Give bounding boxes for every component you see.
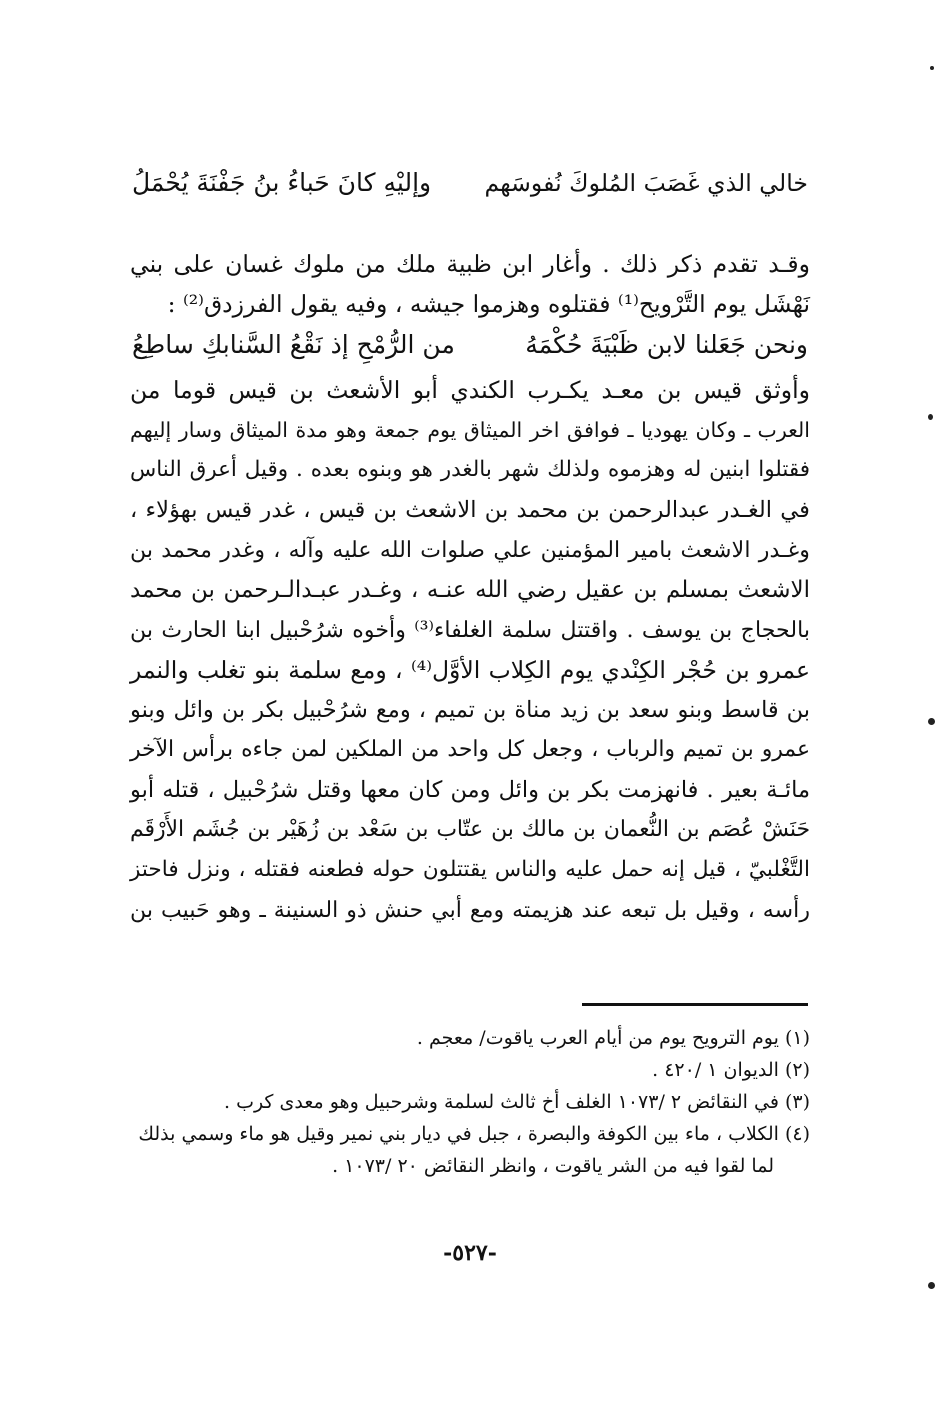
text-line: مائـة بعير . فانهزمت بكر بن وائل ومن كان معها وقتل شرُحْبيل ، قتله أبو	[130, 777, 810, 803]
footnote-4: (٤) الكلاب ، ماء بين الكوفة والبصرة ، جبل في ديار بني نمير وقيل هو ماء وسمي بذلك	[138, 1123, 810, 1145]
text-line: بالحجاج بن يوسف . واقتتل سلمة الغلفاء⁽³⁾ وأخوه شرُحْبيل ابنا الحارث بن	[130, 617, 811, 643]
text-line: الاشعث بمسلم بن عقيل رضي الله عنـه ، وغـدر عبـدالـرحمن بن محمد	[130, 577, 810, 603]
text-line: التَّغْلبيّ ، قيل إنه حمل عليه والناس يقتتلون حوله فطعنه فقتله ، ونزل فاحتز	[130, 857, 810, 882]
text-line: بن قاسط وبنو سعد بن زيد مناة بن تميم ، ومع شرُحْبيل بكر بن وائل وبنو	[130, 697, 810, 723]
verse-2-first-hemistich: ونحن جَعَلنا لابن ظَبْيَةَ حُكْمَهُ	[525, 330, 808, 359]
text-line: نَهْشَل يوم التَّرْويح⁽¹⁾ فقتلوه وهزموا جيشه ، وفيه يقول الفرزدق⁽²⁾ :	[167, 290, 810, 318]
footnote-1: (١) يوم الترويح يوم من أيام العرب ياقوت/ معجم .	[416, 1027, 810, 1049]
scan-speck	[928, 414, 933, 420]
text-line: عمرو بن حُجْر الكِنْدي يوم الكِلاب الأوَّل⁽⁴⁾ ، ومع سلمة بنو تغلب والنمر	[130, 656, 810, 684]
footnote-separator	[582, 1003, 808, 1006]
scan-speck	[930, 66, 934, 70]
text-line: فقتلوا ابنين له وهزموه ولذلك شهر بالغدر هو وبنوه بعده . وقيل أعرق الناس	[130, 457, 810, 482]
footnotes	[130, 1022, 810, 1182]
text-line: حَنَشْ عُصَم بن النُّعمان بن مالك بن عتّاب بن سَعْد بن زُهَيْر بن جُشَم الأَرْقَم	[130, 817, 810, 842]
page-number: -٥٢٧-	[443, 1240, 497, 1266]
footnote-3: (٣) في النقائض ٢ /١٠٧٣ الغلف أخ ثالث لسلمة وشرحبيل وهو معدى كرب .	[223, 1091, 810, 1113]
scan-speck	[928, 718, 935, 725]
footnote-2: (٢) الديوان ١ /٤٢٠ .	[652, 1059, 810, 1081]
scan-speck	[928, 1282, 935, 1289]
verse-1	[132, 168, 808, 198]
text-line: عمرو بن تميم والرباب ، وجعل كل واحد من الملكين لمن جاءه برأس الآخر	[130, 737, 810, 762]
verse-1-first-hemistich: خالي الذي غَصَبَ المُلوكَ نُفوسَهم	[484, 169, 808, 197]
footnote-4-continued: لما لقوا فيه من الشر ياقوت ، وانظر النقائض ٢٠ /١٠٧٣ .	[332, 1155, 774, 1177]
text-line: وقـد تقدم ذكر ذلك . وأغار ابن ظبية ملك من ملوك غسان على بني	[130, 250, 810, 278]
text-line: وأوثق قيس بن معـد يكـرب الكندي أبو الأشعث بن قيس قوما من	[130, 376, 810, 404]
text-line: رأسه ، وقيل بل تبعه عند هزيمته ومع أبي حنش ذو السنينة ـ وهو حَبيب بن	[130, 897, 810, 923]
paragraph-1	[130, 244, 810, 324]
verse-2	[132, 330, 808, 360]
text-line: العرب ـ وكان يهوديا ـ فوافق اخر الميثاق يوم جمعة وهو مدة الميثاق وسار إليهم	[130, 418, 810, 442]
verse-2-second-hemistich: من الرُّمْحِ إذ نَقْعُ السَّنابكِ ساطِعُ	[132, 330, 455, 359]
paragraph-2	[130, 370, 810, 930]
verse-1-second-hemistich: وإليْهِ كانَ حَباءُ بنُ جَفْنَةَ يُحْمَلُ	[132, 168, 432, 197]
text-line: في الغـدر عبدالرحمن بن محمد بن الاشعث بن قيس ، غدر قيس بهؤلاء ،	[130, 497, 810, 523]
text-line: وغـدر الاشعث بامير المؤمنين علي صلوات الله عليه وآله ، وغدر محمد بن	[130, 537, 810, 563]
